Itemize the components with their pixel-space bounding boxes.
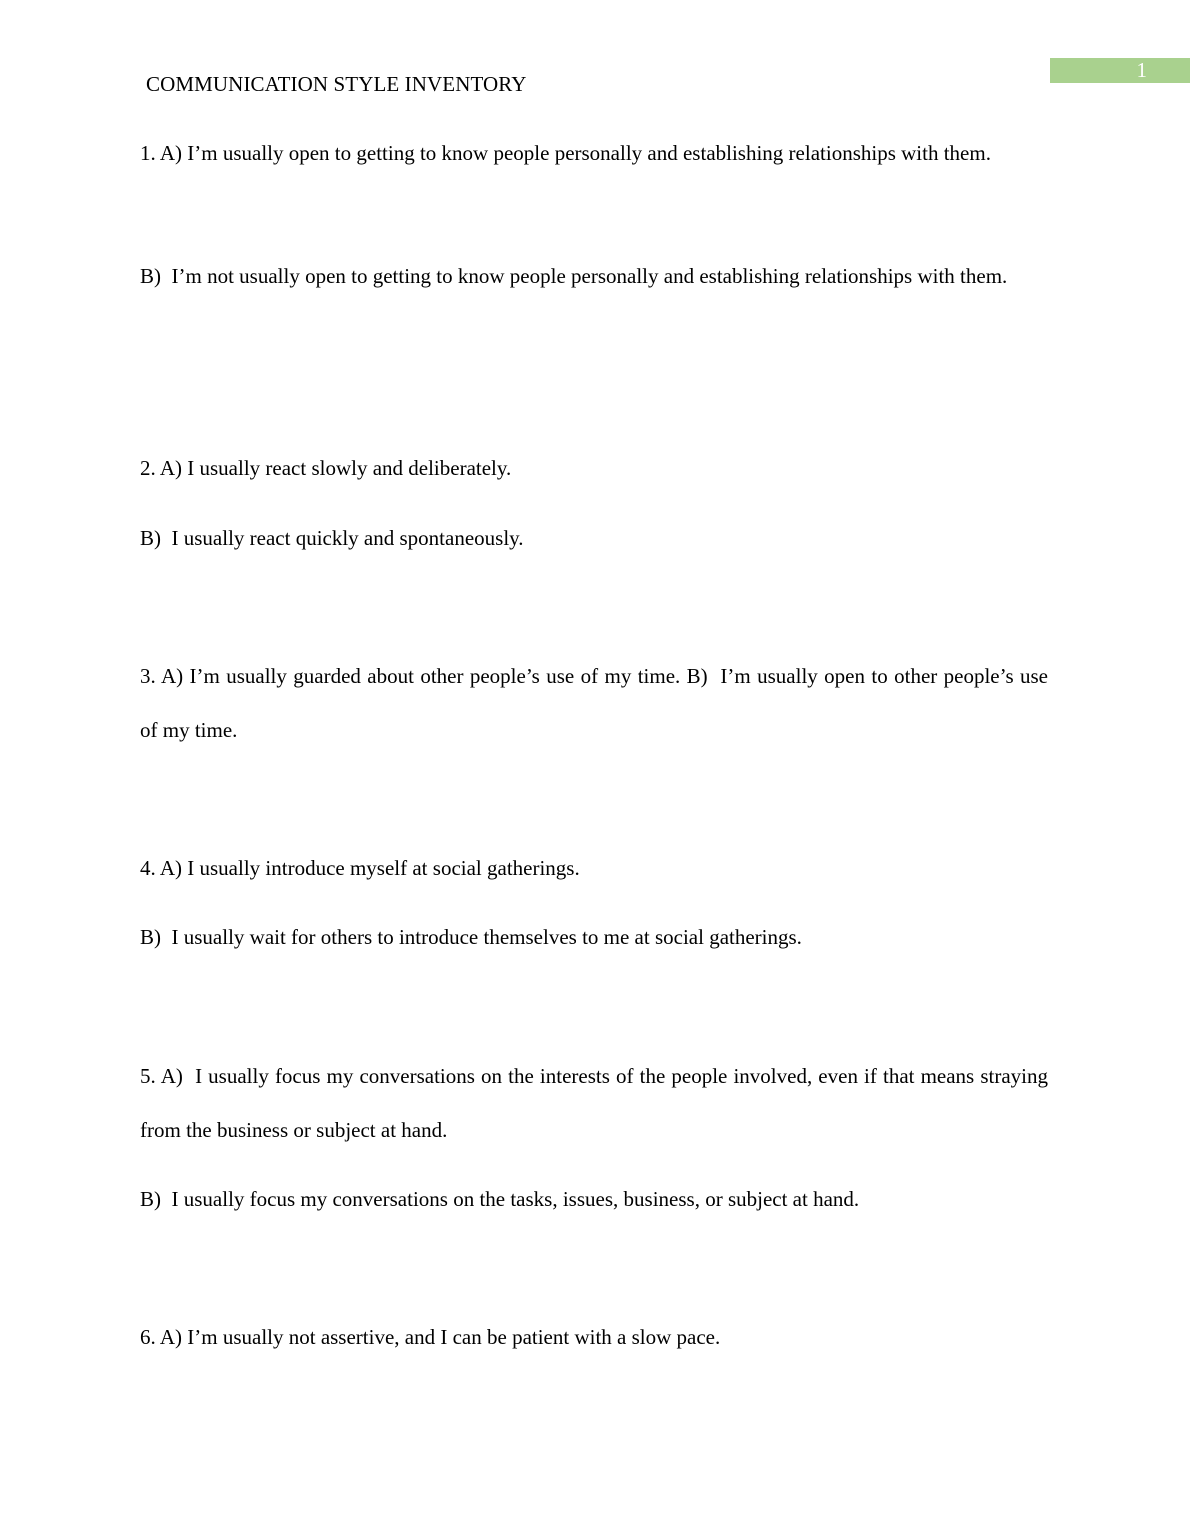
item-1-option-b: B) I’m not usually open to getting to know people personally and establishing relationships with them. (140, 264, 1008, 288)
item-6-option-a: 6. A) I’m usually not assertive, and I can be patient with a slow pace. (140, 1325, 721, 1349)
item-2-option-b: B) I usually react quickly and spontaneously. (140, 526, 524, 550)
item-2-option-a: 2. A) I usually react slowly and deliberately. (140, 456, 512, 480)
page-number-badge (1050, 58, 1190, 83)
item-5-option-b: B) I usually focus my conversations on the tasks, issues, business, or subject at hand. (140, 1187, 860, 1211)
running-header-title: COMMUNICATION STYLE INVENTORY (146, 72, 527, 96)
item-4-option-a: 4. A) I usually introduce myself at social gatherings. (140, 856, 580, 880)
item-5-option-a: 5. A) I usually focus my conversations on the interests of the people involved, even if that means straying from the business or subject at hand. (140, 1064, 1048, 1142)
item-3-options: 3. A) I’m usually guarded about other people’s use of my time. B) I’m usually open to other people’s use of my time. (140, 664, 1048, 742)
page-number: 1 (1136, 58, 1147, 82)
item-1-option-a: 1. A) I’m usually open to getting to know people personally and establishing relationships with them. (140, 141, 991, 165)
item-4-option-b: B) I usually wait for others to introduce themselves to me at social gatherings. (140, 925, 802, 949)
